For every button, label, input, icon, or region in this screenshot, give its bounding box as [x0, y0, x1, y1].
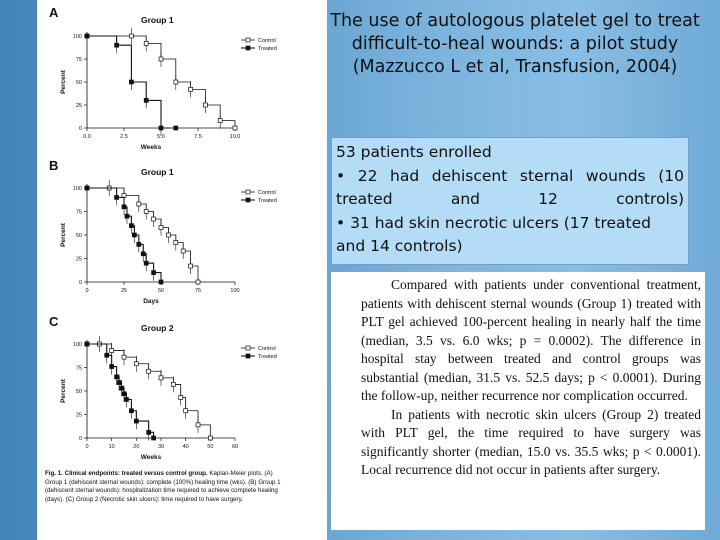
x-tick-label: 10: [108, 444, 115, 450]
data-point-control: [189, 87, 193, 91]
data-point-control: [122, 355, 126, 359]
x-tick-label: 50: [207, 444, 214, 450]
data-point-control: [152, 217, 156, 221]
y-tick-label: 75: [75, 57, 82, 63]
data-point-treated: [129, 80, 133, 84]
x-axis-label: Weeks: [140, 454, 162, 461]
data-point-treated: [141, 252, 145, 256]
legend-marker: [246, 198, 250, 202]
data-point-control: [171, 382, 175, 386]
data-point-control: [196, 423, 200, 427]
data-point-control: [179, 396, 183, 400]
y-tick-label: 25: [75, 256, 82, 263]
legend-marker: [246, 38, 250, 42]
data-point-control: [144, 210, 148, 214]
x-tick-label: 7.5: [194, 134, 202, 140]
data-point-treated: [105, 353, 109, 357]
x-tick-label: 0.0: [83, 134, 91, 140]
data-point-treated: [117, 381, 121, 385]
data-point-treated: [129, 409, 133, 413]
x-tick-label: 10.0: [229, 134, 241, 140]
summary-patients-enrolled: 53 patients enrolled: [336, 143, 492, 161]
data-point-treated: [85, 34, 89, 38]
data-point-treated: [110, 365, 114, 369]
km-panel-c: [84, 336, 255, 441]
data-point-control: [110, 349, 114, 353]
data-point-control: [189, 264, 193, 268]
x-tick-label: 0: [85, 288, 89, 294]
data-point-treated: [132, 233, 136, 237]
paper-excerpt: [331, 272, 705, 530]
data-point-control: [129, 34, 133, 38]
x-tick-label: 20: [133, 444, 140, 450]
data-point-treated: [115, 375, 119, 379]
km-panel-b: [84, 180, 255, 285]
data-point-control: [137, 202, 141, 206]
data-point-control: [181, 249, 185, 253]
data-point-control: [147, 369, 151, 373]
x-tick-label: 60: [231, 444, 239, 450]
y-axis-label: Percent: [60, 379, 67, 403]
data-point-treated: [85, 186, 89, 190]
data-point-treated: [125, 214, 129, 218]
figure-caption: [45, 470, 289, 504]
data-point-treated: [152, 436, 156, 440]
y-tick-label: 25: [75, 103, 82, 109]
x-tick-label: 2.5: [120, 134, 128, 140]
data-point-control: [196, 280, 200, 284]
x-tick-label: 40: [182, 444, 189, 450]
x-tick-label: 50: [157, 288, 165, 294]
y-tick-label: 100: [72, 342, 82, 348]
legend-marker: [246, 346, 250, 350]
excerpt-paragraph-group1: Compared with patients under conventional treatment, patients with dehiscent sternal wounds (Group 1) treated with PLT gel achieved 100-percent healing in nearly half the time (median, 3.5 vs. 6.0 wks; p = 0.0002). The difference in hospital stay between treated and control groups was substantial (median, 31.5 vs. 52.5 days; p < 0.0001). During the follow-up, neither recurrence nor complication occurred.: [361, 277, 701, 403]
y-tick-label: 50: [75, 233, 82, 239]
data-point-treated: [134, 419, 138, 423]
y-axis-label: Percent: [60, 70, 67, 94]
y-tick-label: 0: [78, 436, 82, 442]
x-tick-label: 75: [194, 288, 202, 294]
series-line-control: [87, 188, 198, 282]
data-point-treated: [159, 280, 163, 284]
legend-label: Treated: [258, 198, 277, 204]
legend-marker: [246, 190, 250, 194]
panel-letter: B: [49, 158, 59, 173]
excerpt-paragraph-group2: In patients with necrotic skin ulcers (Group 2) treated with PLT gel, the time required to have surgery was significantly shorter (median, 15.0 vs. 35.5 wks; p < 0.0001). Local recurrence did not occur in patients after surgery.: [361, 406, 701, 477]
data-point-treated: [115, 195, 119, 199]
data-point-control: [203, 103, 207, 107]
kaplan-meier-figure: [37, 0, 327, 470]
legend-marker: [246, 46, 250, 50]
data-point-treated: [129, 224, 133, 228]
data-point-control: [134, 362, 138, 366]
panel-letter: C: [49, 314, 59, 329]
data-point-treated: [147, 430, 151, 434]
data-point-treated: [122, 392, 126, 396]
x-tick-label: 25: [120, 288, 128, 294]
legend-label: Treated: [258, 354, 277, 360]
data-point-control: [159, 376, 163, 380]
summary-sternal-wounds: • 22 had dehiscent sternal wounds (10 treated and 12 controls): [336, 166, 684, 208]
panel-title: Group 1: [141, 167, 174, 177]
data-point-treated: [137, 242, 141, 246]
legend-label: Treated: [258, 46, 277, 52]
y-tick-label: 100: [72, 34, 82, 40]
panel-title: Group 2: [141, 323, 174, 333]
x-tick-label: 5.0: [157, 134, 165, 140]
data-point-control: [174, 241, 178, 245]
data-point-control: [166, 233, 170, 237]
y-tick-label: 25: [75, 412, 82, 419]
y-tick-label: 50: [75, 80, 82, 86]
figure-panel: [37, 0, 327, 540]
panel-title: Group 1: [141, 15, 174, 25]
x-axis-label: Days: [143, 298, 159, 305]
data-point-treated: [152, 271, 156, 275]
legend-label: Control: [258, 190, 276, 196]
series-line-treated: [87, 344, 154, 438]
summary-necrotic-ulcers: • 31 had skin necrotic ulcers (17 treated and 14 controls): [336, 213, 652, 255]
y-tick-label: 0: [78, 126, 82, 132]
data-point-control: [144, 41, 148, 45]
data-point-treated: [144, 261, 148, 265]
data-point-treated: [120, 386, 124, 390]
legend-label: Control: [258, 346, 276, 352]
y-axis-label: Percent: [60, 223, 67, 247]
data-point-control: [208, 436, 212, 440]
y-tick-label: 75: [75, 209, 82, 216]
data-point-treated: [85, 342, 89, 346]
data-point-control: [159, 57, 163, 61]
data-point-treated: [159, 126, 163, 130]
x-tick-label: 30: [157, 444, 165, 450]
slide-title: The use of autologous platelet gel to treat difficult-to-heal wounds: a pilot study (Mazzucco L et al, Transfusion, 2004): [330, 11, 700, 77]
data-point-treated: [115, 43, 119, 47]
figure-caption-title: Fig. 1. Clinical endpoints: treated versus control group.: [45, 470, 208, 477]
y-tick-label: 75: [75, 365, 82, 372]
km-panel-a: [84, 28, 255, 136]
y-tick-label: 0: [78, 280, 82, 286]
data-point-control: [233, 126, 237, 130]
data-point-treated: [174, 126, 178, 130]
data-point-treated: [144, 98, 148, 102]
panel-letter: A: [49, 5, 59, 20]
figure-caption-body: Kaplan-Meier plots. (A) Group 1 (dehiscent sternal wounds): complete (100%) healing time (wks). (B) Group 1 (dehiscent sternal wounds): hospitalization time required to achieve complete healing (days). (C) Group 2 (Necrotic skin ulcers): time required to have surgery.: [45, 470, 281, 503]
summary-box: [331, 137, 689, 265]
data-point-control: [184, 409, 188, 413]
legend-marker: [246, 354, 250, 358]
data-point-treated: [124, 397, 128, 401]
data-point-treated: [122, 205, 126, 209]
legend-label: Control: [258, 38, 276, 44]
data-point-control: [174, 80, 178, 84]
data-point-control: [159, 225, 163, 229]
x-tick-label: 0: [85, 444, 89, 450]
data-point-control: [218, 119, 222, 123]
y-tick-label: 50: [75, 389, 82, 395]
x-axis-label: Weeks: [140, 144, 162, 151]
y-tick-label: 100: [72, 186, 82, 192]
x-tick-label: 100: [230, 288, 240, 294]
